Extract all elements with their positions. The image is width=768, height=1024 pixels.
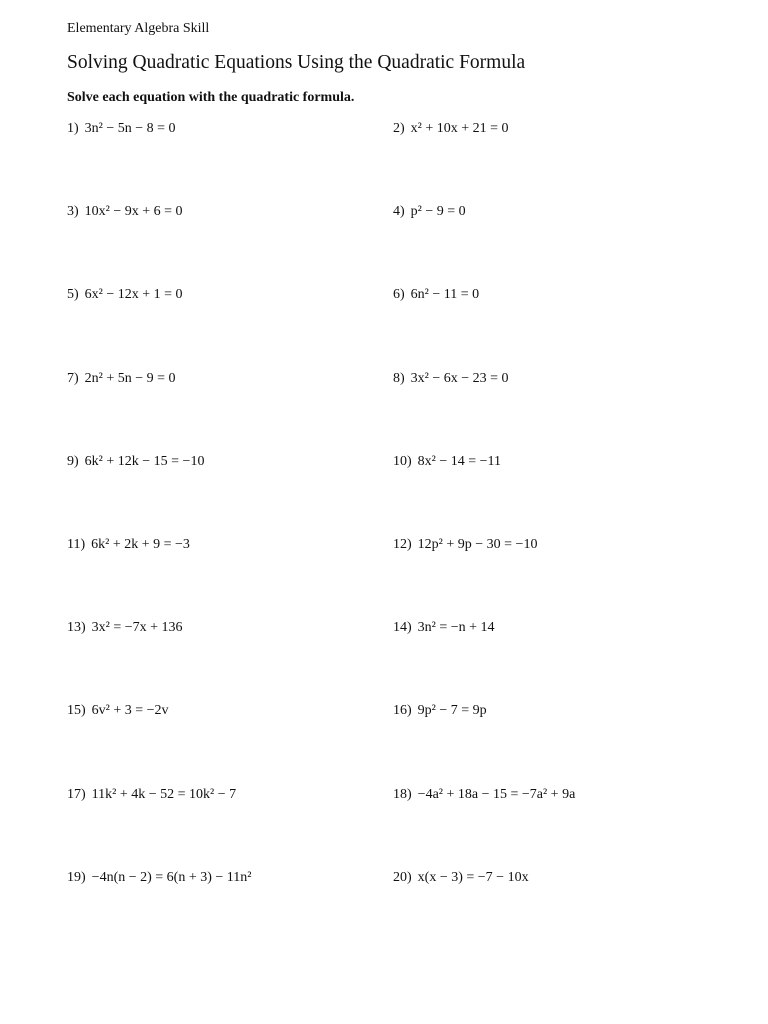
problem-20	[393, 869, 687, 952]
problem-14	[393, 619, 687, 702]
problem-9	[67, 453, 393, 536]
problem-number: 19)	[67, 869, 86, 885]
problem-equation: 3x² = −7x + 136	[91, 620, 183, 636]
problem-equation: 10x² − 9x + 6 = 0	[84, 204, 183, 220]
problem-number: 11)	[67, 536, 86, 552]
problem-12	[393, 536, 687, 619]
problem-19	[67, 869, 393, 952]
problem-7	[67, 370, 393, 453]
problem-number: 17)	[67, 786, 86, 802]
problem-equation: 3n² − 5n − 8 = 0	[84, 121, 176, 136]
problem-number: 12)	[393, 536, 412, 552]
problem-8	[393, 370, 687, 453]
problem-2	[393, 120, 687, 203]
problem-number: 18)	[393, 786, 412, 802]
problem-number: 20)	[393, 869, 412, 885]
problem-equation: 6k² + 12k − 15 = −10	[84, 453, 205, 469]
problem-equation: p² − 9 = 0	[410, 204, 466, 220]
problem-1	[67, 120, 393, 203]
problem-number: 2)	[393, 121, 405, 136]
problem-equation: 9p² − 7 = 9p	[417, 703, 487, 719]
problem-number: 8)	[393, 370, 405, 386]
problem-13	[67, 619, 393, 702]
problem-equation: 8x² − 14 = −11	[417, 453, 502, 469]
problem-number: 15)	[67, 703, 86, 719]
problem-16	[393, 702, 687, 785]
problem-equation: x² + 10x + 21 = 0	[410, 121, 509, 136]
problem-4	[393, 203, 687, 286]
problem-number: 16)	[393, 703, 412, 719]
problem-number: 6)	[393, 287, 405, 303]
problem-equation: 6x² − 12x + 1 = 0	[84, 287, 183, 303]
problem-11	[67, 536, 393, 619]
problem-number: 1)	[67, 121, 79, 136]
problem-number: 10)	[393, 453, 412, 469]
problem-10	[393, 453, 687, 536]
problem-equation: 6n² − 11 = 0	[410, 287, 480, 303]
problem-number: 9)	[67, 453, 79, 469]
worksheet-title: Solving Quadratic Equations Using the Quadratic Formula	[67, 52, 526, 73]
problem-number: 3)	[67, 204, 79, 220]
problem-number: 14)	[393, 620, 412, 636]
problem-equation: x(x − 3) = −7 − 10x	[417, 869, 529, 885]
problem-number: 13)	[67, 620, 86, 636]
problem-equation: −4n(n − 2) = 6(n + 3) − 11n²	[91, 869, 252, 885]
problem-number: 5)	[67, 287, 79, 303]
problem-15	[67, 702, 393, 785]
problem-equation: 3n² = −n + 14	[417, 620, 495, 636]
problem-equation: 6k² + 2k + 9 = −3	[91, 536, 190, 552]
problem-number: 7)	[67, 370, 79, 386]
problem-equation: 3x² − 6x − 23 = 0	[410, 370, 509, 386]
problem-equation: 12p² + 9p − 30 = −10	[417, 536, 538, 552]
instructions: Solve each equation with the quadratic formula.	[67, 90, 355, 105]
problem-3	[67, 203, 393, 286]
problem-number: 4)	[393, 204, 405, 220]
problem-6	[393, 286, 687, 369]
problem-equation: −4a² + 18a − 15 = −7a² + 9a	[417, 786, 576, 802]
problem-equation: 2n² + 5n − 9 = 0	[84, 370, 176, 386]
course-name: Elementary Algebra Skill	[67, 21, 210, 36]
problem-equation: 11k² + 4k − 52 = 10k² − 7	[91, 786, 237, 802]
problem-5	[67, 286, 393, 369]
problem-grid	[67, 120, 687, 952]
problem-equation: 6v² + 3 = −2v	[91, 703, 169, 719]
problem-17	[67, 786, 393, 869]
problem-18	[393, 786, 687, 869]
